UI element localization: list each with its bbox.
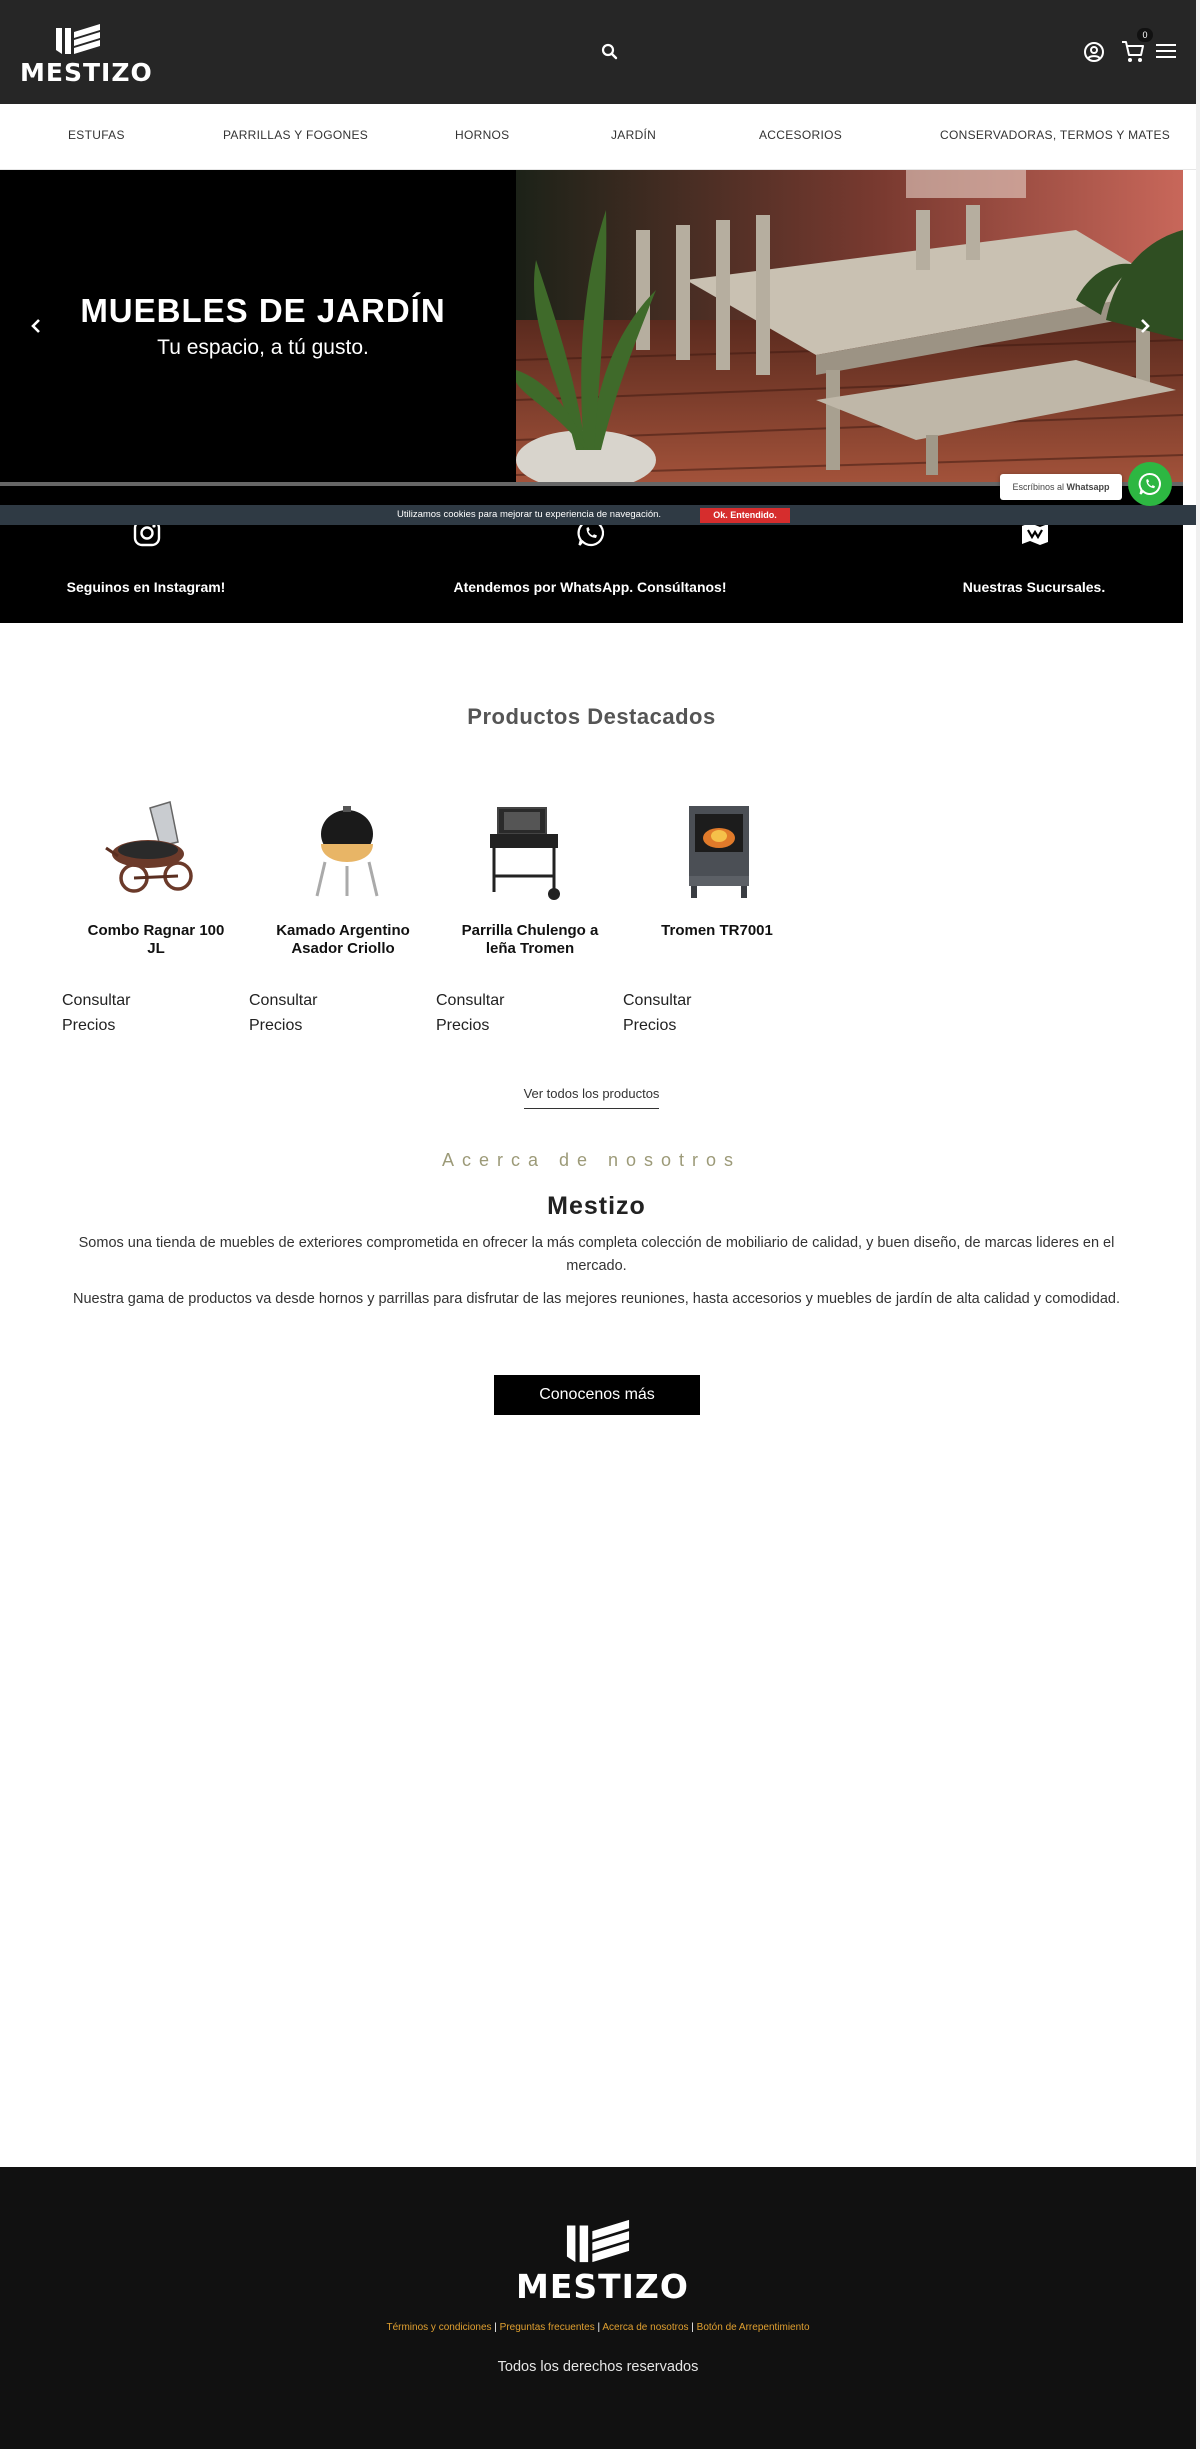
about-more-button[interactable]: Conocenos más: [494, 1375, 700, 1415]
whatsapp-label: Atendemos por WhatsApp. Consúltanos!: [453, 579, 727, 595]
site-logo[interactable]: [20, 22, 153, 87]
price-line-1: Consultar: [623, 992, 692, 1009]
price-line-1: Consultar: [436, 992, 505, 1009]
logo-mark-icon: [54, 22, 102, 56]
footer-link-terminos[interactable]: Términos y condiciones: [386, 2322, 492, 2333]
slider-prev-icon[interactable]: [28, 318, 44, 334]
cookie-banner: [0, 505, 1196, 525]
cart-count-badge: 0: [1137, 28, 1153, 42]
whatsapp-chat-icon: [1138, 472, 1162, 496]
footer-logo[interactable]: [516, 2217, 689, 2306]
product-name[interactable]: Kamado Argentino Asador Criollo: [276, 922, 410, 957]
cookie-accept-button[interactable]: Ok. Entendido.: [700, 508, 790, 523]
price-line-2: Precios: [623, 1017, 677, 1034]
sucursales-label: Nuestras Sucursales.: [962, 579, 1106, 595]
product-image-parrilla-chulengo: [472, 796, 588, 906]
whatsapp-widget-label[interactable]: [1000, 474, 1122, 500]
hero-slider: [0, 170, 1183, 482]
footer-copyright: Todos los derechos reservados: [497, 2359, 699, 2375]
price-line-2: Precios: [62, 1017, 116, 1034]
user-icon[interactable]: [1082, 40, 1106, 64]
product-price: [623, 988, 723, 1038]
footer-link-acerca[interactable]: Acerca de nosotros: [602, 2322, 689, 2333]
footer-links: [0, 2322, 1196, 2333]
price-line-1: Consultar: [62, 992, 131, 1009]
hero-garden-furniture-image: [516, 170, 1183, 482]
footer-logo-text: MESTIZO: [516, 2267, 689, 2306]
product-name[interactable]: Combo Ragnar 100 JL: [87, 922, 225, 957]
footer-link-faq[interactable]: Preguntas frecuentes: [499, 2322, 595, 2333]
nav-item-conservadoras[interactable]: CONSERVADORAS, TERMOS Y MATES: [940, 128, 1171, 142]
footer-logo-mark-icon: [564, 2217, 632, 2265]
featured-title: Productos Destacados: [467, 704, 716, 729]
whatsapp-widget-prefix: Escríbinos al: [1012, 482, 1064, 492]
product-price: [436, 988, 536, 1038]
price-line-2: Precios: [436, 1017, 490, 1034]
product-image-combo-ragnar: [98, 796, 214, 906]
nav-item-accesorios[interactable]: ACCESORIOS: [759, 128, 843, 142]
view-all-products-link[interactable]: Ver todos los productos: [524, 1086, 660, 1109]
footer-separator: |: [491, 2322, 500, 2333]
price-line-1: Consultar: [249, 992, 318, 1009]
search-icon[interactable]: [600, 42, 620, 62]
site-footer: [0, 2167, 1196, 2449]
product-image-tromen-tr7001: [659, 796, 775, 906]
scrollbar-track[interactable]: [1196, 0, 1200, 2449]
footer-separator: |: [688, 2322, 697, 2333]
product-image-kamado: [285, 796, 401, 906]
view-all-wrapper: [0, 1085, 1183, 1103]
instagram-label: Seguinos en Instagram!: [66, 579, 226, 595]
hero-subtitle: Tu espacio, a tú gusto.: [157, 336, 369, 359]
product-price: [249, 988, 349, 1038]
menu-icon[interactable]: [1155, 42, 1177, 60]
nav-item-parrillas[interactable]: PARRILLAS Y FOGONES: [223, 128, 369, 142]
about-title: Mestizo: [547, 1192, 646, 1220]
cookie-text: Utilizamos cookies para mejorar tu experiencia de navegación.: [397, 509, 662, 520]
about-paragraph-1: Somos una tienda de muebles de exteriores comprometida en ofrecer la más completa colección de mobiliario de calidad, y buen diseño, de marcas lideres en el mercado.: [78, 1235, 1115, 1274]
whatsapp-chat-button[interactable]: [1128, 462, 1172, 506]
slider-next-icon[interactable]: [1137, 318, 1153, 334]
nav-item-estufas[interactable]: ESTUFAS: [68, 128, 125, 142]
logo-text: MESTIZO: [20, 58, 153, 87]
product-name[interactable]: Parrilla Chulengo a leña Tromen: [461, 922, 599, 957]
nav-item-jardin[interactable]: JARDÍN: [611, 128, 657, 142]
footer-separator: |: [594, 2322, 603, 2333]
whatsapp-widget-brand: Whatsapp: [1066, 482, 1110, 492]
product-price: [62, 988, 162, 1038]
about-paragraph-2: Nuestra gama de productos va desde hornos y parrillas para disfrutar de las mejores reuniones, hasta accesorios y muebles de jardín de alta calidad y comodidad.: [73, 1291, 1120, 1307]
product-name[interactable]: Tromen TR7001: [661, 922, 773, 939]
nav-item-hornos[interactable]: HORNOS: [455, 128, 510, 142]
about-kicker: Acerca de nosotros: [441, 1150, 742, 1170]
price-line-2: Precios: [249, 1017, 303, 1034]
main-nav: [0, 104, 1200, 170]
site-header: [0, 0, 1196, 104]
hero-title: MUEBLES DE JARDÍN: [80, 292, 446, 329]
footer-link-arrepentimiento[interactable]: Botón de Arrepentimiento: [696, 2322, 810, 2333]
